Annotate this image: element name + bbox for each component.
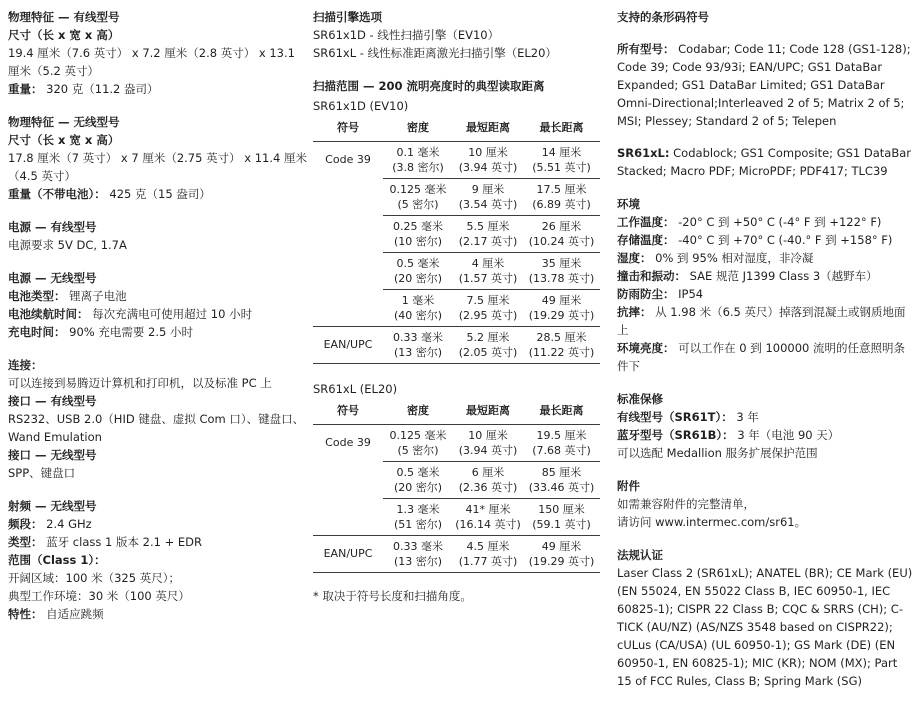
table-cell: [523, 462, 600, 498]
cell-line: 5.5 厘米: [466, 220, 510, 233]
section-environment: [617, 195, 913, 375]
section-physical-wireless: [8, 113, 308, 203]
cell-line: 4 厘米: [471, 257, 505, 270]
spec-line: [617, 339, 913, 375]
table-row: [383, 215, 600, 252]
cell-line: 85 厘米: [541, 466, 582, 479]
table-cell: [453, 179, 523, 215]
spec-value: 每次充满电可使用超过 10 小时: [92, 307, 253, 321]
cell-line: 19.5 厘米: [536, 429, 587, 442]
spec-value: Laser Class 2 (SR61xL); ANATEL (BR); CE Mark (EU) (EN 55024, EN 55022 Class B, IEC 60950-1, IEC 60825-1); CISPR 22 Class B; CQC & SRRS (CH); C-TICK (AU/NZ) (AS/NZS 3548 based on CISPR22); cULus (CA/USA) (UL 60950-1); GS Mark (DE) (EN 60950-1, EN 60825-1); MIC (KR); NOM (MX); Part 15 of FCC Rules, Class B; Spring Mark (SG): [617, 566, 913, 688]
cell-line: (1.57 英寸): [458, 272, 518, 285]
spec-line: [617, 513, 913, 531]
cell-line: (20 密尔): [393, 272, 443, 285]
section-heading: 射频 — 无线型号: [8, 499, 97, 513]
spec-label: 所有型号：: [617, 42, 675, 56]
spec-value: 锂离子电池: [69, 289, 127, 303]
spec-value: SAE 规范 J1399 Class 3（越野车）: [689, 269, 878, 283]
section-power-wireless: [8, 269, 308, 341]
spec-line: [8, 446, 308, 464]
table-cell: [383, 462, 453, 498]
spec-value: 自适应跳频: [46, 607, 104, 621]
column-header: 最短距离: [466, 404, 510, 417]
cell-line: 10 厘米: [468, 429, 508, 442]
cell-line: (3.8 密尔): [392, 161, 444, 174]
spec-value: SR61x1D - 线性扫描引擎（EV10）: [313, 28, 500, 42]
cell-line: 5.2 厘米: [466, 331, 510, 344]
spec-line: [8, 464, 308, 482]
spec-line: [8, 236, 308, 254]
table-cell: [523, 536, 600, 572]
cell-line: (19.29 英寸): [528, 309, 595, 322]
spec-line: [617, 444, 913, 462]
spec-value: 3 年（电池 90 天）: [737, 428, 840, 442]
table-cell: [523, 425, 600, 461]
cell-line: (13 密尔): [393, 346, 443, 359]
section-heading: 法规认证: [617, 548, 663, 562]
table-cell: [523, 253, 600, 289]
spec-label: 有线型号（SR61T）：: [617, 410, 733, 424]
spec-line: [617, 267, 913, 285]
section-warranty: [617, 390, 913, 462]
cell-line: 0.1 毫米: [396, 146, 440, 159]
spec-value: SPP、键盘口: [8, 466, 76, 480]
cell-line: 0.5 毫米: [396, 257, 440, 270]
symbology-group: [313, 142, 600, 326]
section-heading: 附件: [617, 479, 640, 493]
cell-line: (2.36 英寸): [458, 481, 518, 494]
cell-line: (1.77 英寸): [458, 555, 518, 568]
section-rf-wireless: [8, 497, 308, 623]
table-cell: [383, 536, 453, 572]
spec-value: 开阔区域：100 米（325 英尺）；: [8, 571, 180, 585]
table-cell: [453, 253, 523, 289]
section-symbologies: [617, 8, 913, 180]
spec-line: [617, 285, 913, 303]
section-heading: 物理特征 — 无线型号: [8, 115, 120, 129]
cell-line: 10 厘米: [468, 146, 508, 159]
spec-label: 环境亮度：: [617, 341, 675, 355]
cell-line: 41* 厘米: [465, 503, 511, 516]
spec-value: Codabar; Code 11; Code 128 (GS1-128); Code 39; Code 93/93i; EAN/UPC; GS1 DataBar Expanded; GS1 DataBar Limited; GS1 DataBar Omni-Directional;Interleaved 2 of 5; Matrix 2 of 5; MSI; Plessey; Standard 2 of 5; Telepen: [617, 42, 911, 128]
spec-label: 湿度：: [617, 251, 652, 265]
symbology-name: Code 39: [325, 153, 371, 166]
middle-column: [313, 8, 605, 605]
spec-line: [8, 569, 308, 587]
section-heading: 支持的条形码符号: [617, 10, 709, 24]
spec-label: 工作温度：: [617, 215, 675, 229]
section-heading: 环境: [617, 197, 640, 211]
spec-value: 蓝牙 class 1 版本 2.1 + EDR: [46, 535, 202, 549]
column-header: 符号: [337, 121, 359, 134]
spec-value: 17.8 厘米（7 英寸） x 7 厘米（2.75 英寸） x 11.4 厘米（4.5 英寸）: [8, 151, 307, 183]
column-header: 密度: [407, 121, 429, 134]
section-accessories: [617, 477, 913, 531]
spec-label: 重量：: [8, 82, 43, 96]
cell-line: 7.5 厘米: [466, 294, 510, 307]
cell-line: (13.78 英寸): [528, 272, 595, 285]
spec-line: [8, 287, 308, 305]
cell-line: 0.33 毫米: [393, 540, 443, 553]
spec-line: [8, 185, 308, 203]
cell-line: 1.3 毫米: [396, 503, 440, 516]
cell-line: (40 密尔): [393, 309, 443, 322]
right-column: [617, 8, 913, 705]
spec-line: [617, 249, 913, 267]
table-footnote: * 取决于符号长度和扫描角度。: [313, 589, 472, 603]
spec-label: 撞击和振动：: [617, 269, 686, 283]
cell-line: 0.125 毫米: [389, 429, 447, 442]
spec-label: 接口 — 无线型号: [8, 448, 97, 462]
spec-line: [8, 410, 308, 446]
column-header: 密度: [407, 404, 429, 417]
spec-line: [617, 303, 913, 339]
spec-line: [617, 40, 913, 130]
section-scan-range-heading: [313, 77, 605, 95]
spec-value: 请访问 www.intermec.com/sr61。: [617, 515, 807, 529]
spec-line: [8, 551, 308, 569]
spec-value: -20° C 到 +50° C (-4° F 到 +122° F): [678, 215, 882, 229]
cell-line: (33.46 英寸): [528, 481, 595, 494]
spec-line: [8, 587, 308, 605]
cell-line: (3.94 英寸): [458, 161, 518, 174]
spec-value: 如需兼容附件的完整清单，: [617, 497, 755, 511]
cell-line: (59.1 英寸): [532, 518, 591, 531]
left-column: [8, 8, 308, 638]
table-cell: [453, 216, 523, 252]
spec-line: [617, 495, 913, 513]
cell-line: (2.17 英寸): [458, 235, 518, 248]
cell-line: 49 厘米: [541, 294, 582, 307]
spec-label: 重量（不带电池）：: [8, 187, 106, 201]
spec-line: [8, 605, 308, 623]
table-cell: [383, 425, 453, 461]
table-row: [383, 142, 600, 178]
cell-line: (3.54 英寸): [458, 198, 518, 211]
table-cell: [383, 179, 453, 215]
table-row: [383, 498, 600, 535]
cell-line: (7.68 英寸): [532, 444, 591, 457]
table-cell: [383, 327, 453, 363]
column-header: 最短距离: [466, 121, 510, 134]
cell-line: (10 密尔): [393, 235, 443, 248]
table-cell: [523, 142, 600, 178]
cell-line: 0.25 毫米: [393, 220, 443, 233]
spec-value: 3 年: [736, 410, 759, 424]
cell-line: (10.24 英寸): [528, 235, 595, 248]
table-cell: [453, 499, 523, 535]
symbology-group: [313, 326, 600, 363]
spec-label: 尺寸（长 x 宽 x 高）: [8, 28, 120, 42]
table-cell: [383, 290, 453, 326]
cell-line: 6 厘米: [471, 466, 505, 479]
spec-value: 0% 到 95% 相对湿度，非冷凝: [655, 251, 814, 265]
section-scan-engine-options: [313, 8, 605, 62]
table-row: [383, 252, 600, 289]
section-connectivity: [8, 356, 308, 482]
table-cell: [523, 179, 600, 215]
cell-line: 4.5 厘米: [466, 540, 510, 553]
spec-label: 范围（Class 1）：: [8, 553, 106, 567]
spec-value: 从 1.98 米（6.5 英尺）掉落到混凝土或钢质地面上: [617, 305, 906, 337]
spec-label: 尺寸（长 x 宽 x 高）: [8, 133, 120, 147]
spec-line: [617, 213, 913, 231]
spec-label: 防雨防尘：: [617, 287, 675, 301]
table-row: [383, 536, 600, 572]
symbology-group: [313, 535, 600, 572]
spec-line: [8, 149, 308, 185]
cell-line: 150 厘米: [538, 503, 585, 516]
spec-line: [617, 426, 913, 444]
section-heading: 连接：: [8, 358, 43, 372]
spec-value: Codablock; GS1 Composite; GS1 DataBar Stacked; Macro PDF; MicroPDF; PDF417; TLC39: [617, 146, 912, 178]
spec-line: [617, 564, 913, 690]
cell-line: 28.5 厘米: [536, 331, 587, 344]
group-rows: [383, 425, 600, 535]
table-row: [383, 327, 600, 363]
table-row: [383, 178, 600, 215]
spec-label: 充电时间：: [8, 325, 66, 339]
scan-range-table-el20: [313, 380, 605, 573]
spec-line: [8, 26, 308, 44]
table-header-row: [313, 401, 600, 425]
cell-line: (2.05 英寸): [458, 346, 518, 359]
group-rows: [383, 536, 600, 572]
spec-value: 可以工作在 0 到 100000 流明的任意照明条件下: [617, 341, 905, 373]
symbology-name: EAN/UPC: [323, 338, 373, 351]
spec-label: 抗摔：: [617, 305, 652, 319]
spec-value: 可以选配 Medallion 服务扩展保护范围: [617, 446, 818, 460]
cell-line: (2.95 英寸): [458, 309, 518, 322]
section-heading: 扫描范围 — 200 流明亮度时的典型读取距离: [313, 79, 545, 93]
table-header-row: [313, 118, 600, 142]
table-cell: [453, 536, 523, 572]
cell-line: 49 厘米: [541, 540, 582, 553]
table-cell: [453, 425, 523, 461]
spec-label: 存储温度：: [617, 233, 675, 247]
spec-line: [8, 305, 308, 323]
column-header: 符号: [337, 404, 359, 417]
spec-value: RS232、USB 2.0（HID 键盘、虚拟 Com 口）、键盘口、Wand Emulation: [8, 412, 305, 444]
table-row: [383, 425, 600, 461]
spec-value: 电源要求 5V DC, 1.7A: [8, 238, 127, 252]
cell-line: 26 厘米: [541, 220, 582, 233]
spec-label: 蓝牙型号（SR61B）：: [617, 428, 734, 442]
table-cell: [523, 499, 600, 535]
spec-label: 电池续航时间：: [8, 307, 89, 321]
table-cell: [383, 216, 453, 252]
cell-line: 9 厘米: [471, 183, 505, 196]
spec-line: [8, 374, 308, 392]
table-cell: [453, 462, 523, 498]
spec-label: 类型：: [8, 535, 43, 549]
section-heading: 物理特征 — 有线型号: [8, 10, 120, 24]
scan-range-table: [313, 401, 600, 573]
table-cell: [523, 327, 600, 363]
spec-line: [617, 231, 913, 249]
spec-value: 425 克（15 盎司）: [109, 187, 211, 201]
spec-value: 320 克（11.2 盎司）: [46, 82, 159, 96]
spec-line: [617, 144, 913, 180]
spec-value: 90% 充电需要 2.5 小时: [69, 325, 193, 339]
spec-line: [8, 515, 308, 533]
symbology-name: EAN/UPC: [323, 547, 373, 560]
section-heading: 标准保修: [617, 392, 663, 406]
spec-line: [313, 44, 605, 62]
group-rows: [383, 142, 600, 326]
spec-line: [617, 408, 913, 426]
spec-value: 2.4 GHz: [46, 517, 92, 531]
spec-label: SR61xL:: [617, 146, 670, 160]
cell-line: (20 密尔): [393, 481, 443, 494]
spec-value: SR61xL - 线性标准距离激光扫描引擎（EL20）: [313, 46, 557, 60]
section-heading: 扫描引擎选项: [313, 10, 382, 24]
spec-label: 电池类型：: [8, 289, 66, 303]
cell-line: (5.51 英寸): [532, 161, 591, 174]
section-heading: 电源 — 无线型号: [8, 271, 97, 285]
cell-line: (5 密尔): [397, 444, 439, 457]
spec-value: 19.4 厘米（7.6 英寸） x 7.2 厘米（2.8 英寸） x 13.1 厘米（5.2 英寸）: [8, 46, 295, 78]
table-cell: [453, 290, 523, 326]
section-heading: 电源 — 有线型号: [8, 220, 97, 234]
symbology-name: Code 39: [325, 436, 371, 449]
spec-line: [8, 392, 308, 410]
table-caption: SR61x1D (EV10): [313, 99, 409, 113]
spec-label: 接口 — 有线型号: [8, 394, 97, 408]
spec-line: [8, 533, 308, 551]
cell-line: 1 毫米: [401, 294, 435, 307]
spec-line: [8, 80, 308, 98]
table-row: [383, 461, 600, 498]
cell-line: (16.14 英寸): [455, 518, 521, 531]
table-caption: SR61xL (EL20): [313, 382, 398, 396]
table-cell: [383, 142, 453, 178]
cell-line: 14 厘米: [541, 146, 582, 159]
spec-line: [8, 323, 308, 341]
spec-line: [313, 26, 605, 44]
spec-label: 频段：: [8, 517, 43, 531]
scan-range-table-ev10: [313, 97, 605, 364]
cell-line: 0.5 毫米: [396, 466, 440, 479]
cell-line: 17.5 厘米: [536, 183, 587, 196]
table-cell: [453, 327, 523, 363]
section-regulatory: [617, 546, 913, 690]
spec-value: 可以连接到易腾迈计算机和打印机，以及标准 PC 上: [8, 376, 272, 390]
spec-line: [8, 131, 308, 149]
section-physical-wired: [8, 8, 308, 98]
table-cell: [453, 142, 523, 178]
section-power-wired: [8, 218, 308, 254]
cell-line: 35 厘米: [541, 257, 582, 270]
symbology-group: [313, 425, 600, 535]
column-header: 最长距离: [539, 404, 584, 417]
cell-line: (19.29 英寸): [528, 555, 595, 568]
spec-value: -40° C 到 +70° C (-40.° F 到 +158° F): [678, 233, 893, 247]
table-cell: [383, 499, 453, 535]
cell-line: (11.22 英寸): [528, 346, 595, 359]
spec-line: [8, 44, 308, 80]
table-cell: [523, 290, 600, 326]
spec-value: IP54: [678, 287, 704, 301]
cell-line: 0.33 毫米: [393, 331, 443, 344]
cell-line: (5 密尔): [397, 198, 439, 211]
table-cell: [523, 216, 600, 252]
spec-label: 特性：: [8, 607, 43, 621]
cell-line: (13 密尔): [393, 555, 443, 568]
cell-line: (51 密尔): [393, 518, 443, 531]
group-rows: [383, 327, 600, 363]
table-row: [383, 289, 600, 326]
cell-line: (6.89 英寸): [532, 198, 591, 211]
scan-range-table: [313, 118, 600, 364]
column-header: 最长距离: [539, 121, 584, 134]
cell-line: 0.125 毫米: [389, 183, 447, 196]
spec-value: 典型工作环境：30 米（100 英尺）: [8, 589, 190, 603]
table-cell: [383, 253, 453, 289]
cell-line: (3.94 英寸): [458, 444, 518, 457]
